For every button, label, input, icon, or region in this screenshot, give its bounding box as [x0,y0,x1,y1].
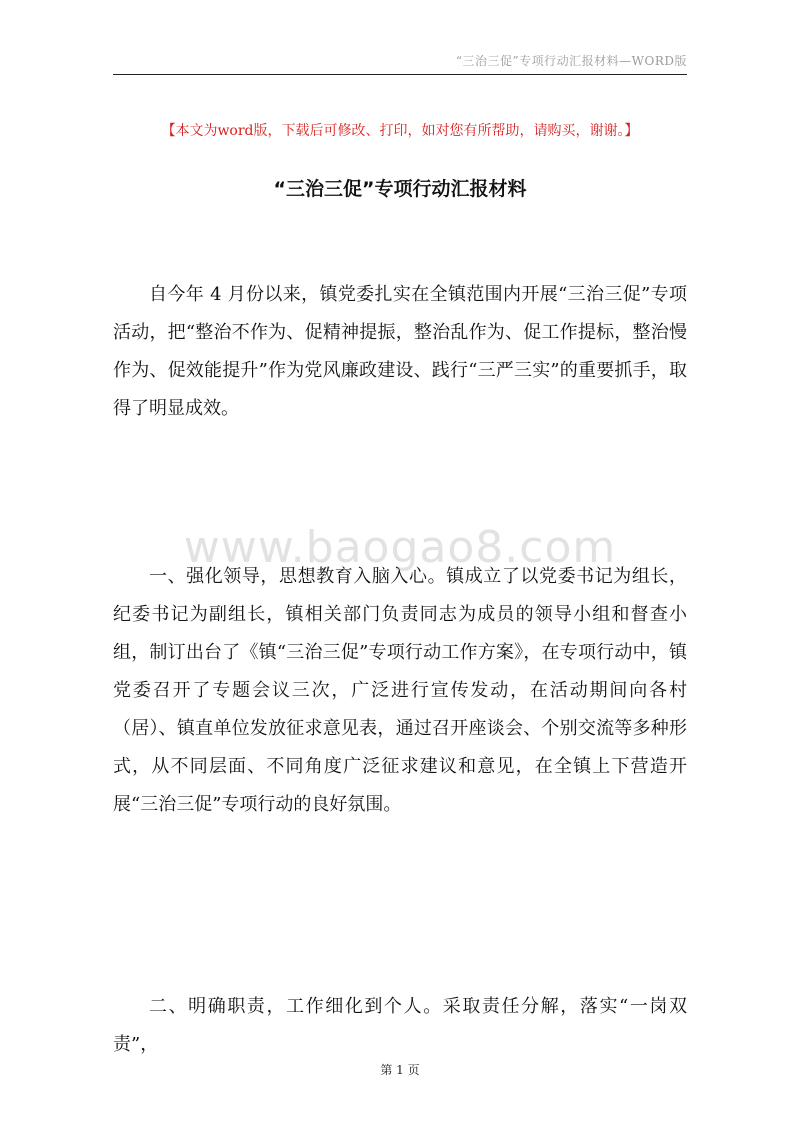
document-title: “三治三促”专项行动汇报材料 [273,178,527,200]
header-divider [113,74,687,75]
paragraph-intro: 自今年 4 月份以来，镇党委扎实在全镇范围内开展“三治三促”专项活动，把“整治不作为、促精神提振，整治乱作为、促工作提标，整治慢作为、促效能提升”作为党风廉政建设、践行“三严三实”的重要抓手，取得了明显成效。 [113,284,687,419]
watermark: www.baogao8.com [183,522,617,573]
running-header: “三治三促”专项行动汇报材料—WORD版 [455,54,687,68]
paragraph-section-2: 二、明确职责，工作细化到个人。采取责任分解，落实“一岗双责”， [113,996,687,1055]
download-notice: 【本文为word版，下载后可修改、打印，如对您有所帮助，请购买，谢谢。】 [161,123,639,139]
paragraph-section-1: 一、强化领导，思想教育入脑入心。镇成立了以党委书记为组长，纪委书记为副组长，镇相关部门负责同志为成员的领导小组和督查小组，制订出台了《镇“三治三促”专项行动工作方案》，在专项行动中，镇党委召开了专题会议三次，广泛进行宣传发动，在活动期间向各村（居）、镇直单位发放征求意见表，通过召开座谈会、个别交流等多种形式，从不同层面、不同角度广泛征求建议和意见，在全镇上下营造开展“三治三促”专项行动的良好氛围。 [113,566,687,815]
page-number: 第 1 页 [380,1063,420,1077]
